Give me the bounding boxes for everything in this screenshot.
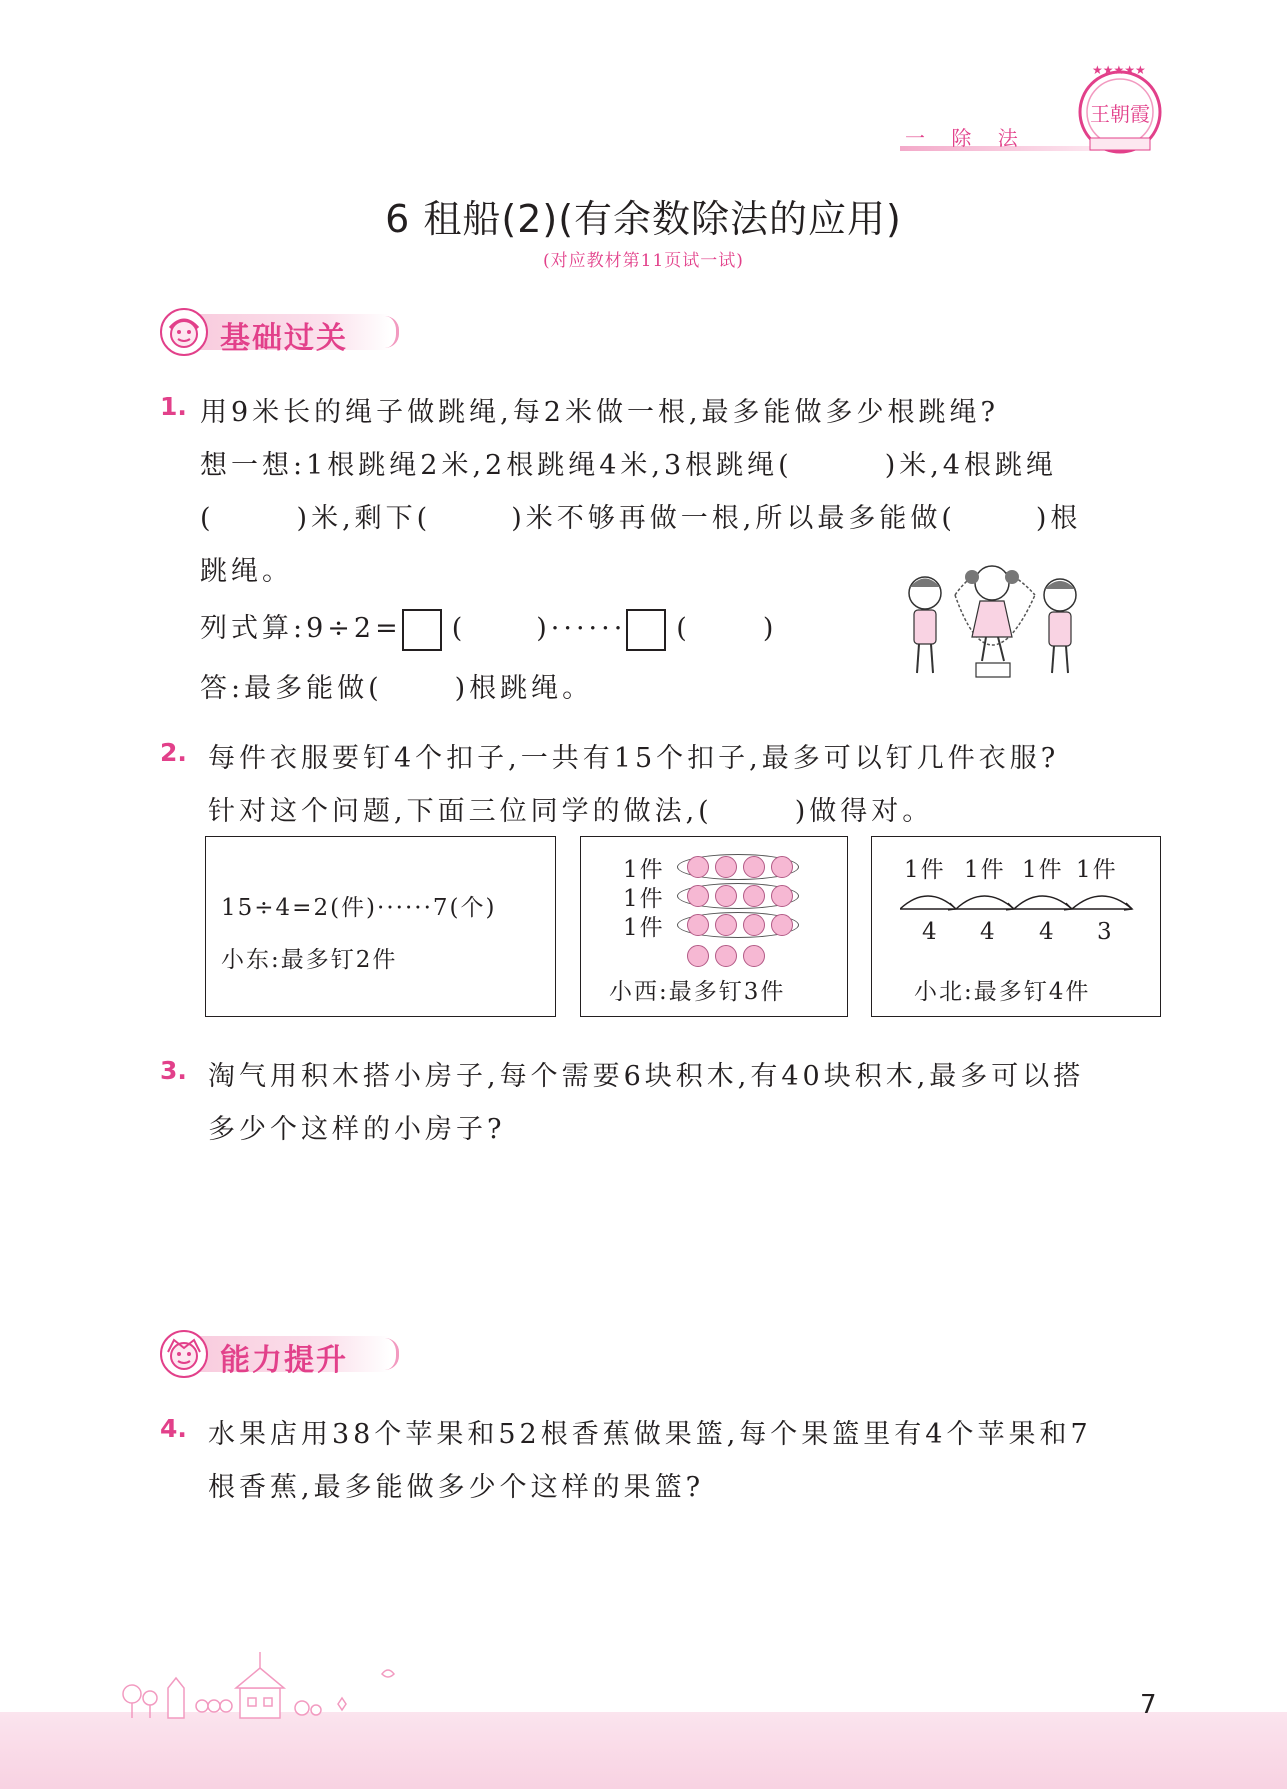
question-text: 每件衣服要钉4个扣子,一共有15个扣子,最多可以钉几件衣服? <box>208 743 1060 774</box>
svg-text:★★★★★: ★★★★★ <box>1092 63 1146 77</box>
section-label: 能力提升 <box>220 1343 348 1378</box>
jump-label: 1件 <box>964 857 1006 883</box>
section-header-basic <box>160 308 398 356</box>
button-row <box>687 914 793 936</box>
button-row <box>687 885 793 907</box>
button-dot <box>715 885 737 907</box>
jump-label: 1件 <box>1076 857 1118 883</box>
answer-box[interactable] <box>402 609 442 651</box>
page-number: 7 <box>1140 1690 1157 1720</box>
panel-answer: 小西:最多钉3件 <box>609 979 786 1005</box>
question-number: 1. <box>160 392 187 421</box>
question-text: 多少个这样的小房子? <box>208 1114 506 1145</box>
jump-number: 4 <box>980 919 997 945</box>
question-text: 水果店用38个苹果和52根香蕉做果篮,每个果篮里有4个苹果和7 <box>208 1419 1092 1450</box>
jump-number: 3 <box>1097 919 1114 945</box>
page-title: 6 租船(2)(有余数除法的应用) <box>385 197 902 241</box>
panel-answer: 小东:最多钉2件 <box>221 947 398 973</box>
answer-line: 答:最多能做( )根跳绳。 <box>200 673 594 704</box>
button-dot <box>771 885 793 907</box>
jump-number: 4 <box>922 919 939 945</box>
solution-panel-xiaoxi <box>580 836 848 1017</box>
publisher-seal-icon <box>1070 58 1170 158</box>
question-text: 淘气用积木搭小房子,每个需要6块积木,有40块积木,最多可以搭 <box>208 1061 1085 1092</box>
jump-label: 1件 <box>1022 857 1064 883</box>
button-dot <box>687 856 709 878</box>
solution-panel-xiaobei <box>871 836 1161 1017</box>
mascot-icon <box>160 308 208 356</box>
question-number: 2. <box>160 738 187 767</box>
button-dot <box>687 914 709 936</box>
button-dot <box>687 945 709 967</box>
row-label: 1件 <box>623 915 665 941</box>
children-skipping-rope-illustration <box>900 555 1085 685</box>
button-dot <box>743 885 765 907</box>
section-header-advanced <box>160 1330 398 1378</box>
panel-formula: 15÷4=2(件)······7(个) <box>221 895 497 921</box>
button-dot <box>743 945 765 967</box>
mascot-icon <box>160 1330 208 1378</box>
question-text: 跳绳。 <box>200 556 293 587</box>
question-text: ( )米,剩下( )米不够再做一根,所以最多能做( )根 <box>200 503 1082 534</box>
button-dot <box>687 885 709 907</box>
question-number: 4. <box>160 1414 187 1443</box>
row-label: 1件 <box>623 886 665 912</box>
jump-label: 1件 <box>904 857 946 883</box>
town-decoration-icon <box>120 1648 400 1720</box>
button-row-remainder <box>687 945 765 967</box>
jump-number: 4 <box>1039 919 1056 945</box>
button-dot <box>743 914 765 936</box>
button-dot <box>715 945 737 967</box>
formula-line: 列式算:9÷2= ( )······ ( ) <box>200 606 777 651</box>
button-row <box>687 856 793 878</box>
answer-box[interactable] <box>626 609 666 651</box>
row-label: 1件 <box>623 857 665 883</box>
page-subtitle: (对应教材第11页试一试) <box>543 251 744 271</box>
question-number: 3. <box>160 1056 187 1085</box>
question-text: 想一想:1根跳绳2米,2根跳绳4米,3根跳绳( )米,4根跳绳 <box>200 450 1057 481</box>
button-dot <box>715 856 737 878</box>
question-text: 根香蕉,最多能做多少个这样的果篮? <box>208 1472 705 1503</box>
panel-answer: 小北:最多钉4件 <box>914 979 1091 1005</box>
svg-text:王朝霞: 王朝霞 <box>1090 102 1150 126</box>
button-dot <box>743 856 765 878</box>
question-text: 用9米长的绳子做跳绳,每2米做一根,最多能做多少根跳绳? <box>200 397 999 428</box>
button-dot <box>771 914 793 936</box>
solution-panel-xiaodong <box>205 836 556 1017</box>
footer-band <box>0 1712 1287 1789</box>
jump-arcs-icon <box>900 879 1140 915</box>
section-label: 基础过关 <box>220 321 348 356</box>
chapter-tag: 一 除 法 <box>905 126 1028 150</box>
button-dot <box>771 856 793 878</box>
button-dot <box>715 914 737 936</box>
question-text: 针对这个问题,下面三位同学的做法,( )做得对。 <box>208 796 934 827</box>
